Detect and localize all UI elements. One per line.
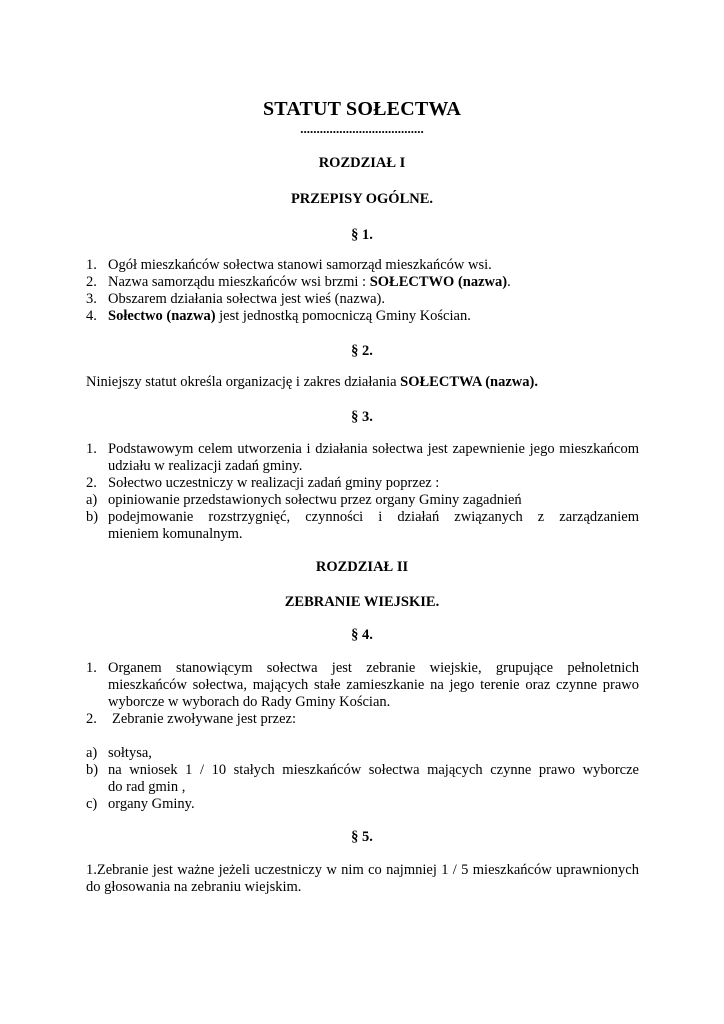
s3-item-1-line-1: Podstawowym celem utworzenia i działania sołectwa jest zapewnienie jego mieszkańcom bbox=[108, 441, 639, 457]
section-3-heading: § 3. bbox=[351, 409, 373, 425]
s4-sub-a-label: a) bbox=[86, 745, 98, 761]
s1-item-2-post: . bbox=[507, 274, 511, 290]
s3-sub-b-line-2: mieniem komunalnym. bbox=[108, 526, 243, 542]
s4-item-1-line-2: mieszkańców sołectwa, mających stałe zamieszkanie na jego terenie oraz czynne prawo bbox=[108, 677, 639, 693]
s1-item-2-bold: SOŁECTWO (nazwa) bbox=[369, 274, 508, 290]
s3-item-2-number: 2. bbox=[86, 475, 97, 491]
s4-item-1-line-3: wyborcze w wyborach do Rady Gminy Kościan. bbox=[108, 694, 391, 710]
s2-paragraph bbox=[86, 374, 538, 391]
s1-item-2-text bbox=[108, 274, 511, 291]
s3-sub-b-line-1: podejmowanie rozstrzygnięć, czynności i działań związanych z zarządzaniem bbox=[108, 509, 639, 525]
s4-sub-b-line-2: do rad gmin , bbox=[108, 779, 186, 795]
s3-sub-b-label: b) bbox=[86, 509, 99, 525]
s1-item-4-bold: Sołectwo (nazwa) bbox=[108, 308, 216, 324]
document-title: STATUT SOŁECTWA bbox=[262, 98, 462, 120]
s1-item-1-number: 1. bbox=[86, 257, 97, 273]
s4-sub-b-line-1: na wniosek 1 / 10 stałych mieszkańców sołectwa mających czynne prawo wyborcze bbox=[108, 762, 639, 778]
s4-sub-b-label: b) bbox=[86, 762, 99, 778]
s1-item-3-number: 3. bbox=[86, 291, 97, 307]
s3-sub-a-label: a) bbox=[86, 492, 98, 508]
section-1-heading: § 1. bbox=[351, 227, 373, 243]
s1-item-2-pre: Nazwa samorządu mieszkańców wsi brzmi : bbox=[108, 274, 370, 290]
s1-item-4-text bbox=[108, 308, 471, 325]
s4-item-2-number: 2. bbox=[86, 711, 97, 727]
s3-item-2-text: Sołectwo uczestniczy w realizacji zadań gminy poprzez : bbox=[108, 475, 440, 491]
s1-item-2-number: 2. bbox=[86, 274, 97, 290]
s4-sub-c-text: organy Gminy. bbox=[108, 796, 195, 812]
s4-item-1-number: 1. bbox=[86, 660, 97, 676]
s5-line-2: do głosowania na zebraniu wiejskim. bbox=[86, 879, 302, 895]
section-4-heading: § 4. bbox=[351, 627, 373, 643]
s3-item-1-number: 1. bbox=[86, 441, 97, 457]
s2-bold: SOŁECTWA (nazwa). bbox=[400, 374, 538, 390]
s4-item-2-text: Zebranie zwoływane jest przez: bbox=[112, 711, 296, 727]
s4-sub-c-label: c) bbox=[86, 796, 98, 812]
s5-line-1: 1.Zebranie jest ważne jeżeli uczestniczy w nim co najmniej 1 / 5 mieszkańców uprawnionych bbox=[86, 862, 639, 878]
s1-item-4-number: 4. bbox=[86, 308, 97, 324]
s1-item-3-text: Obszarem działania sołectwa jest wieś (nazwa). bbox=[108, 291, 385, 307]
s1-item-4-post: jest jednostką pomocniczą Gminy Kościan. bbox=[215, 308, 471, 324]
s4-sub-a-text: sołtysa, bbox=[108, 745, 152, 761]
s3-sub-a-text: opiniowanie przedstawionych sołectwu przez organy Gminy zagadnień bbox=[108, 492, 522, 508]
s2-pre: Niniejszy statut określa organizację i zakres działania bbox=[86, 374, 401, 390]
s1-item-1-text: Ogół mieszkańców sołectwa stanowi samorząd mieszkańców wsi. bbox=[108, 257, 492, 273]
chapter-1-heading: ROZDZIAŁ I bbox=[318, 155, 406, 171]
chapter-2-heading: ROZDZIAŁ II bbox=[315, 559, 409, 575]
s4-item-1-line-1: Organem stanowiącym sołectwa jest zebranie wiejskie, grupujące pełnoletnich bbox=[108, 660, 639, 676]
section-2-heading: § 2. bbox=[351, 343, 373, 359]
s3-item-1-line-2: udziału w realizacji zadań gminy. bbox=[108, 458, 303, 474]
chapter-1-subheading: PRZEPISY OGÓLNE. bbox=[290, 191, 434, 207]
chapter-2-subheading: ZEBRANIE WIEJSKIE. bbox=[284, 594, 440, 610]
section-5-heading: § 5. bbox=[351, 829, 373, 845]
title-dotted-line: ...................................... bbox=[300, 121, 424, 136]
